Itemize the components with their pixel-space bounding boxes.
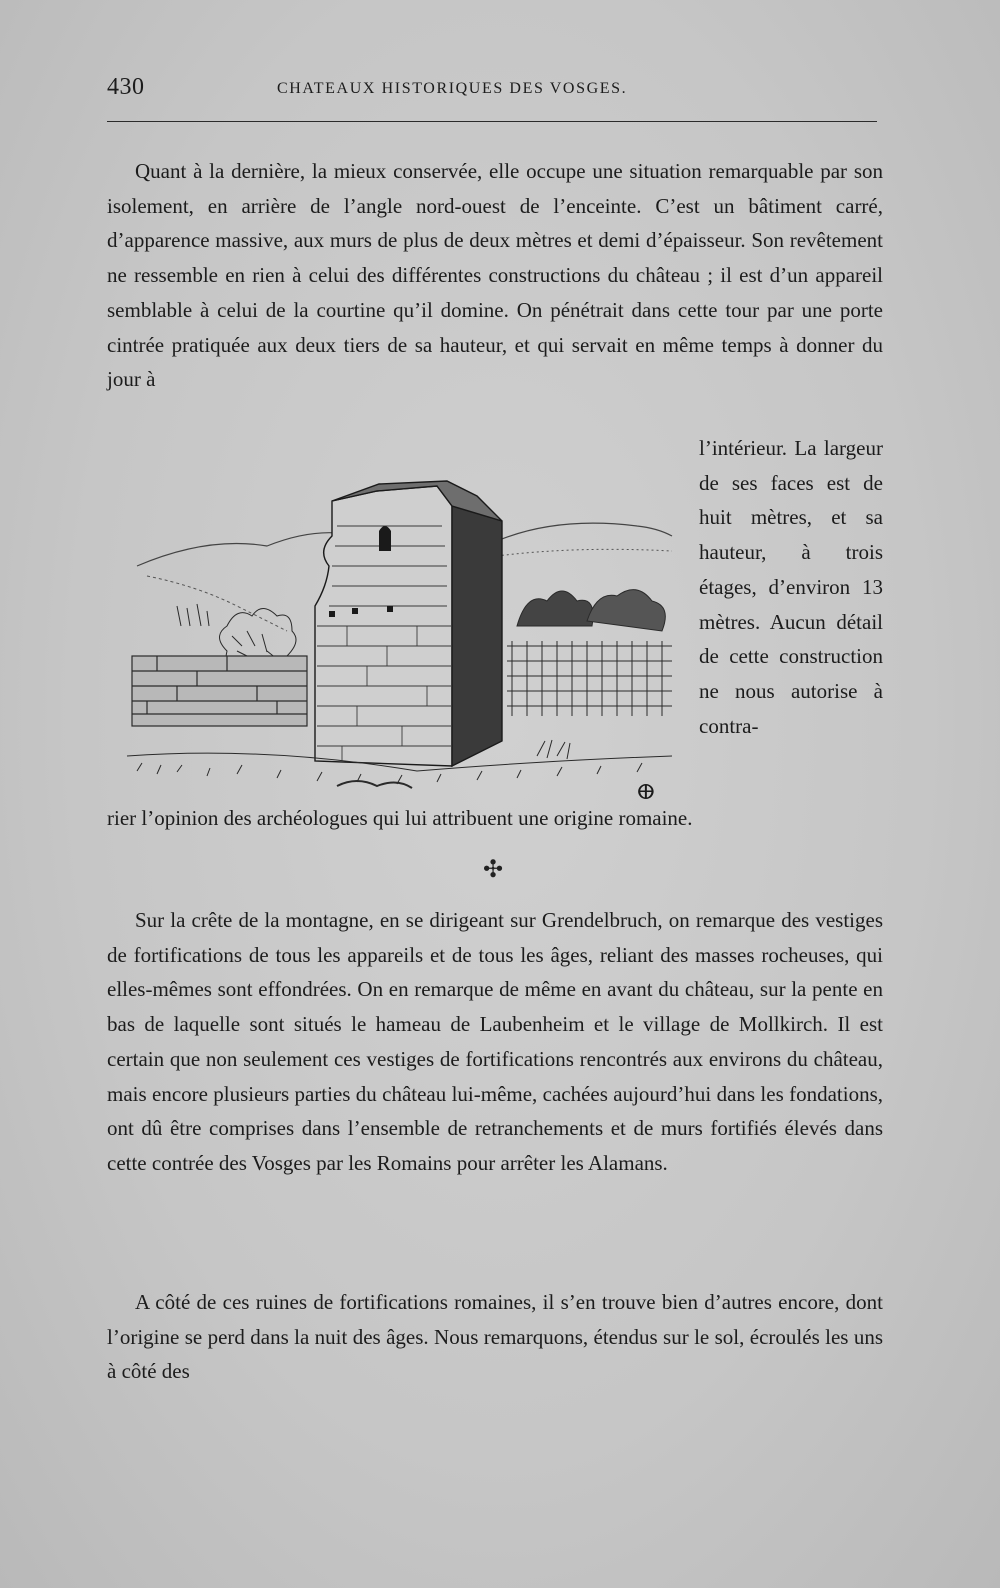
fleuron-ornament: ✣ bbox=[482, 857, 504, 883]
paragraph-1 bbox=[107, 154, 883, 397]
paragraph-1-last-line: rier l’opinion des archéologues qui lui attribuent une origine romaine. bbox=[107, 806, 693, 830]
running-title: CHATEAUX HISTORIQUES DES VOSGES. bbox=[277, 80, 628, 97]
paragraph-3 bbox=[107, 1285, 883, 1389]
figure-block bbox=[107, 431, 883, 811]
paragraph-1-text: Quant à la dernière, la mieux conservée, elle occupe une situation remarquable par son isolement, en arrière de l’angle nord-ouest de l’enceinte. C’est un bâtiment carré, d’apparence massive, aux murs de plus de deux mètres et demi d’épaisseur. Son revêtement ne ressemble en rien à celui des différentes constructions du château ; il est d’un appareil semblable à celui de la courtine qu’il domine. On pénétrait dans cette tour par une porte cintrée pratiquée aux deux tiers de sa hauteur, et qui servait en même temps à donner du jour à bbox=[107, 159, 883, 392]
page-header bbox=[107, 74, 877, 108]
header-rule bbox=[107, 121, 877, 122]
side-text-column bbox=[699, 431, 883, 743]
svg-text:ⴲ: ⴲ bbox=[637, 780, 655, 804]
side-text: l’intérieur. La largeur de ses faces est de huit mètres, et sa hauteur, à trois étages, d’environ 13 mètres. Aucun détail de cette construction ne nous autorise à contra- bbox=[699, 436, 883, 738]
tower-illustration bbox=[117, 456, 677, 806]
page-number: 430 bbox=[107, 74, 145, 100]
paragraph-2-text: Sur la crête de la montagne, en se dirigeant sur Grendelbruch, on remarque des vestiges de fortifications de tous les appareils et de tous les âges, reliant des masses rocheuses, qui elles-mêmes sont effondrées. On en remarque de même en avant du château, sur la pente en bas de laquelle sont situés le hameau de Laubenheim et le village de Mollkirch. Il est certain que non seulement ces vestiges de fortifications rencontrés aux environs du château, mais encore plusieurs parties du château lui-même, cachées aujourd’hui dans les fondations, ont dû être comprises dans l’ensemble de retranchements et de murs fortifiés élevés dans cette contrée des Vosges par les Romains pour arrêter les Alamans. bbox=[107, 908, 883, 1175]
paragraph-3-text: A côté de ces ruines de fortifications romaines, il s’en trouve bien d’autres encore, dont l’origine se perd dans la nuit des âges. Nous remarquons, étendus sur le sol, écroulés les uns à côté des bbox=[107, 1290, 883, 1384]
paragraph-2 bbox=[107, 903, 883, 1181]
